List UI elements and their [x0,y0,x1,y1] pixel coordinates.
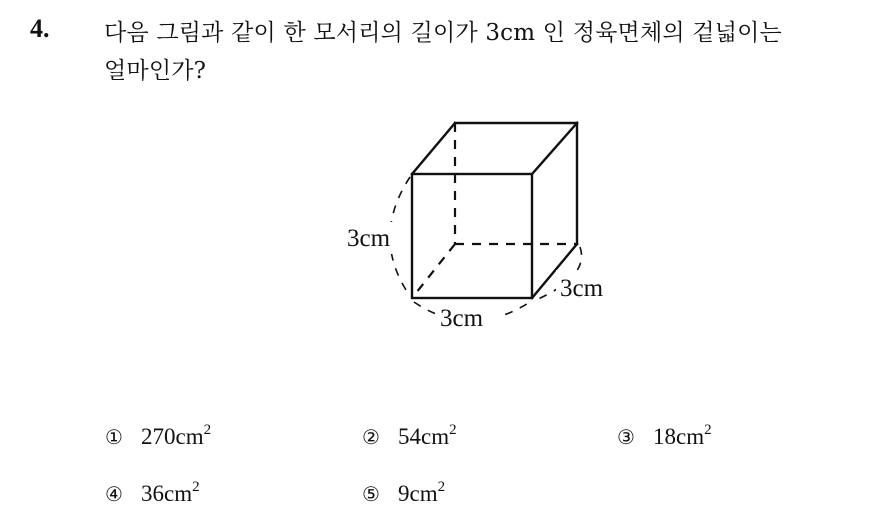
choice-3[interactable] [617,424,712,450]
choice-4-exp: 2 [192,479,200,495]
label-bottom: 3cm [440,305,484,332]
label-depth: 3cm [560,275,604,302]
choice-5-mark: ⑤ [362,482,380,506]
choice-5[interactable] [362,481,445,507]
choice-5-exp: 2 [437,479,446,495]
question-line-2: 얼마인가? [104,58,207,84]
choice-3-mark: ③ [617,425,635,449]
choice-4[interactable] [105,481,200,507]
choice-4-mark: ④ [105,482,123,506]
choice-2-mark: ② [362,425,380,449]
choice-4-value: 36cm [141,481,193,506]
choice-1-mark: ① [105,425,123,449]
cube-edge-top-left [412,123,455,174]
choice-2-exp: 2 [449,422,457,438]
cube-hidden-bottom-left [412,244,455,298]
question-line-1: 다음 그림과 같이 한 모서리의 길이가 3cm 인 정육면체의 겉넓이는 [104,20,782,46]
cube-front-face [412,174,532,298]
label-height: 3cm [347,225,391,252]
choice-1[interactable] [105,424,211,450]
cube-edge-top-right [532,123,577,174]
choice-2[interactable] [362,424,457,450]
choice-3-exp: 2 [704,422,712,438]
choice-5-value: 9cm [398,481,438,506]
choice-1-exp: 2 [203,422,212,438]
choice-1-value: 270cm [141,424,204,449]
question-number: 4. [30,14,50,43]
choice-2-value: 54cm [398,424,450,449]
choice-3-value: 18cm [653,424,705,449]
